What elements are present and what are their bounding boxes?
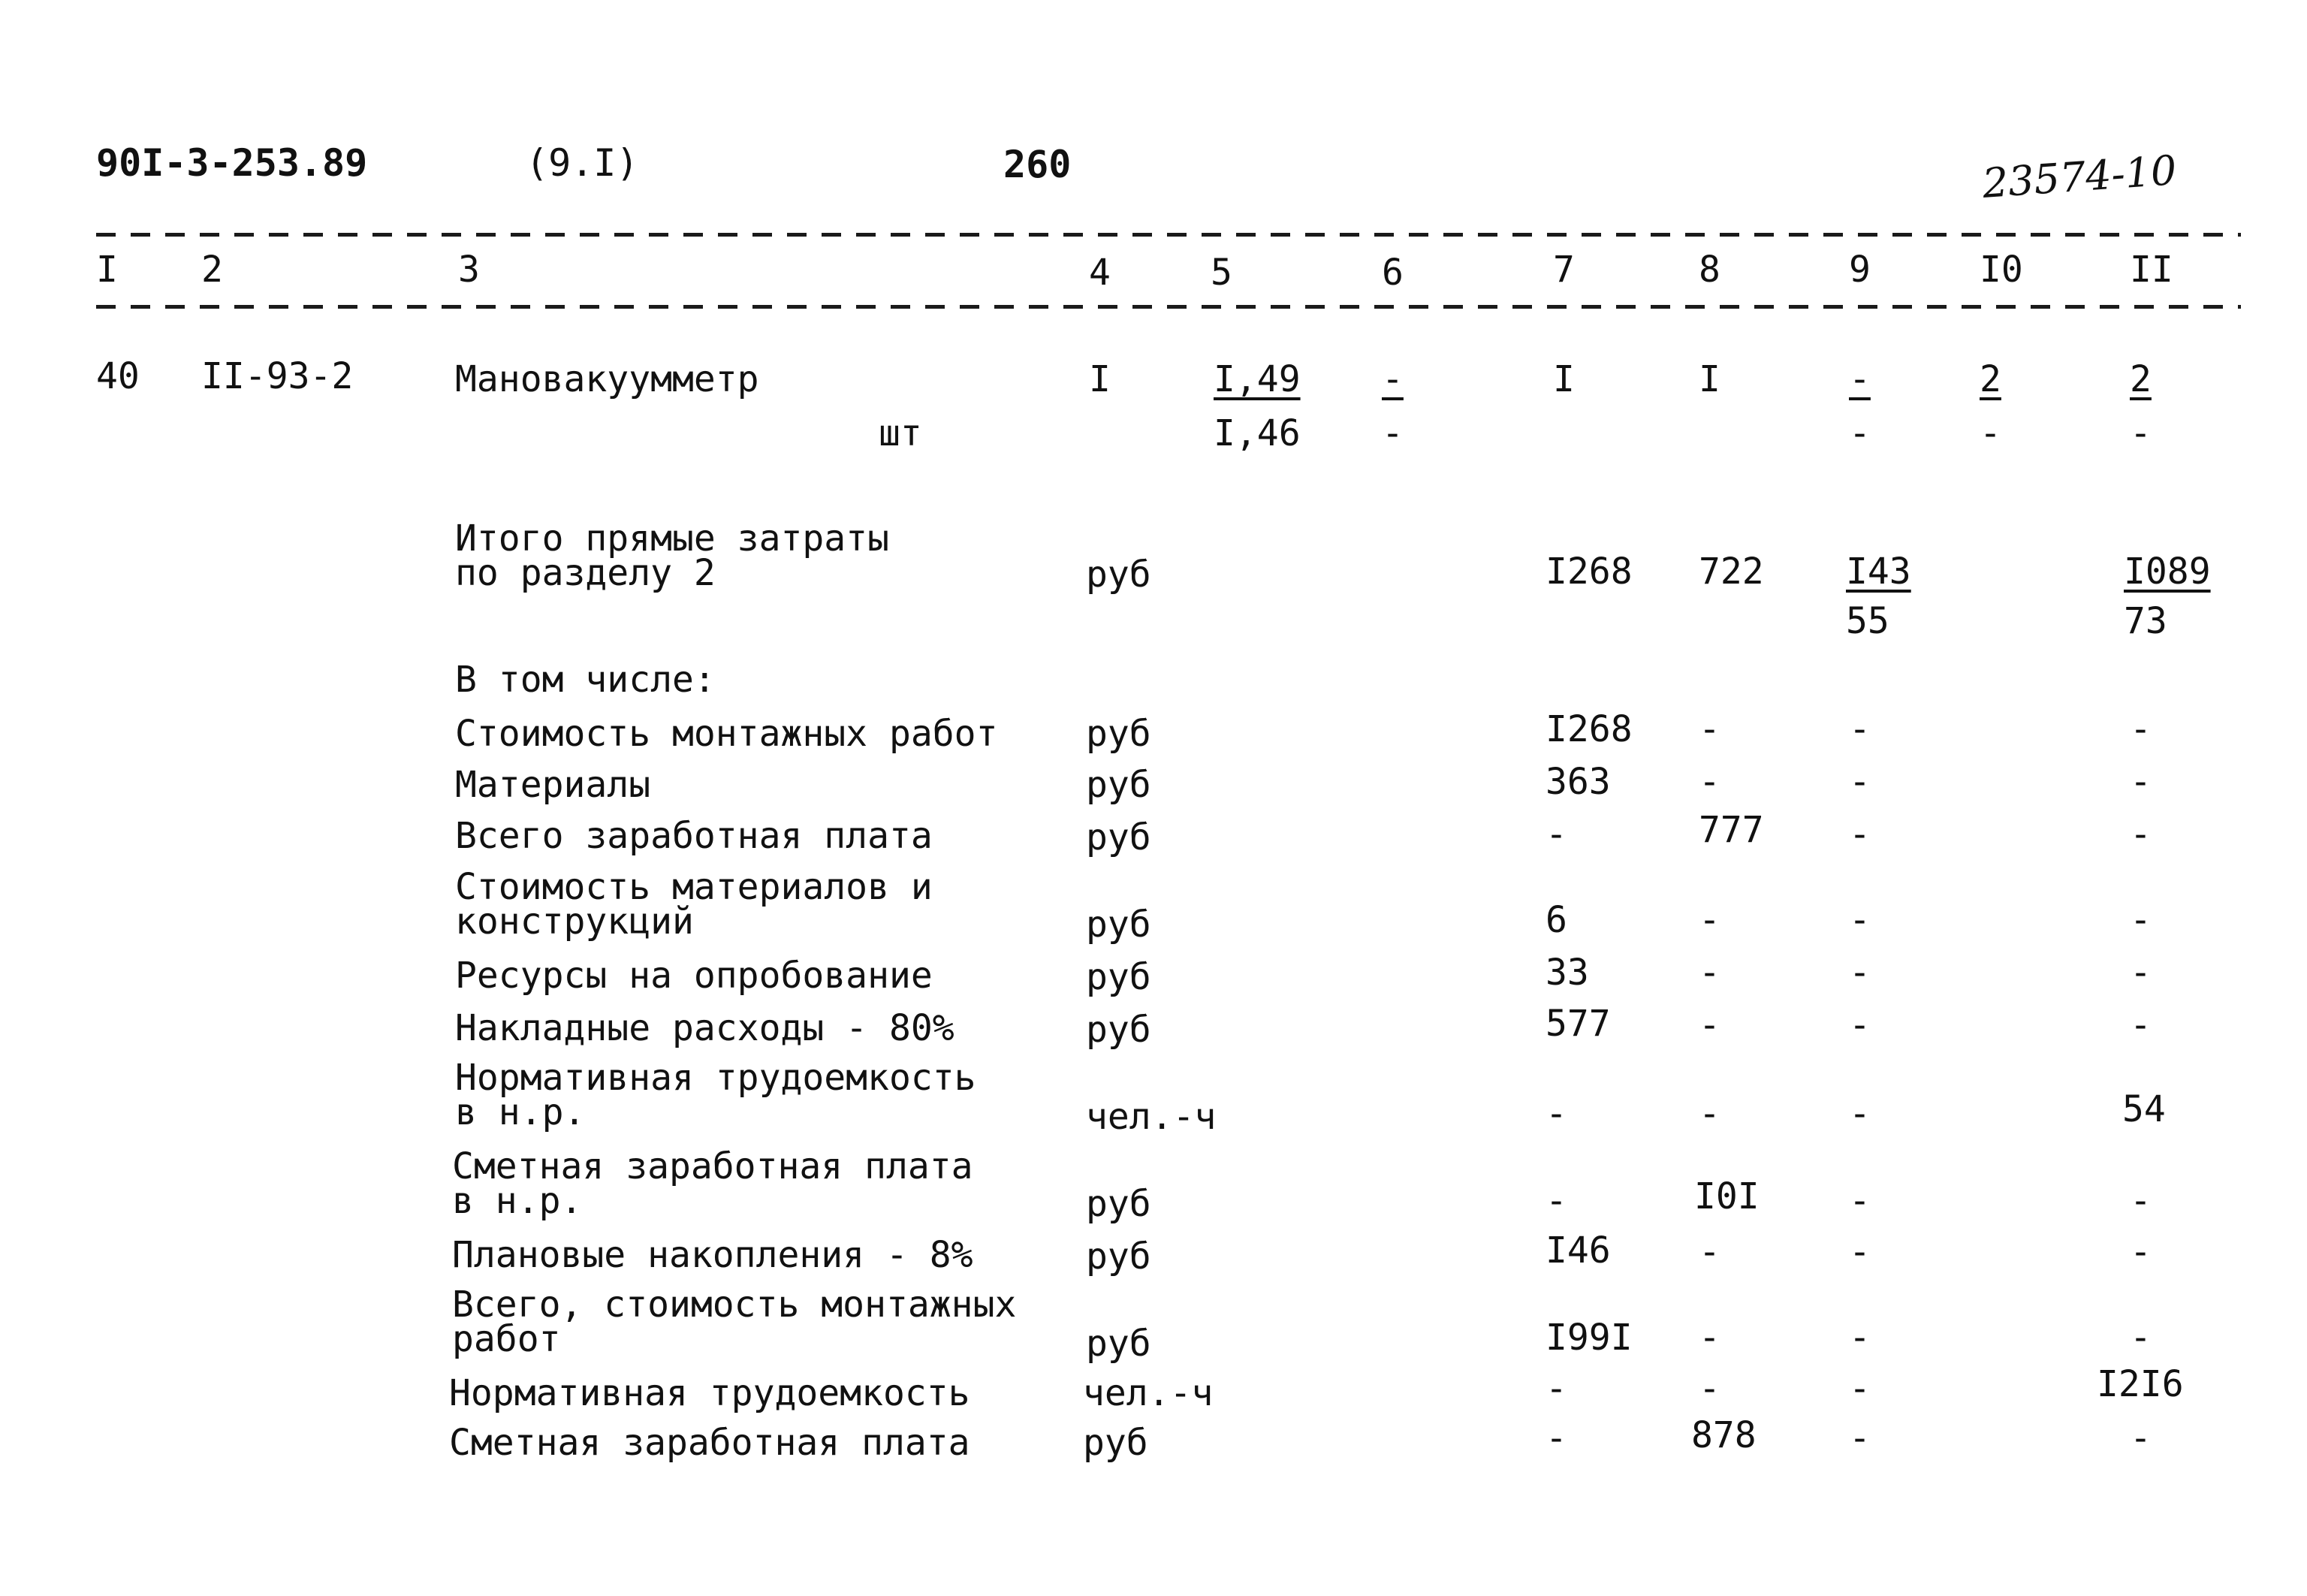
row-label: Материалы <box>455 764 651 806</box>
row-col9: - <box>1849 1093 1871 1135</box>
row-col8: 777 <box>1699 809 1764 851</box>
row-unit: руб <box>1083 1422 1148 1464</box>
item-col4: I <box>1089 358 1111 400</box>
row-unit: руб <box>1086 1323 1151 1365</box>
totals-col11-top: I089 <box>2124 551 2211 593</box>
row-col11: I2I6 <box>2097 1363 2184 1405</box>
col-header-2: 2 <box>201 249 223 291</box>
col-header-11: II <box>2130 249 2173 291</box>
item-col10-top: 2 <box>1980 358 2001 400</box>
row-label: Стоимость монтажных работ <box>455 713 998 755</box>
including-label: В том числе: <box>455 659 716 701</box>
row-col11: - <box>2130 1004 2152 1046</box>
row-unit: руб <box>1086 713 1151 755</box>
row-col9: - <box>1849 813 1871 855</box>
row-label: Ресурсы на опробование <box>455 955 933 997</box>
row-label-line2: в н.р. <box>452 1180 583 1222</box>
row-unit: руб <box>1086 816 1151 858</box>
row-col7: 33 <box>1546 952 1589 994</box>
row-label: Сметная заработная плата <box>452 1145 973 1187</box>
item-col10-bottom: - <box>1980 412 2001 454</box>
col-header-1: I <box>96 249 118 291</box>
row-unit: руб <box>1086 1235 1151 1278</box>
row-label-line2: конструкций <box>455 901 694 943</box>
item-col5-bottom: I,46 <box>1214 412 1301 454</box>
col-header-6: 6 <box>1382 252 1404 294</box>
row-label: Всего заработная плата <box>455 815 933 857</box>
col-header-10: I0 <box>1980 249 2023 291</box>
row-label: Всего, стоимость монтажных <box>452 1284 1017 1326</box>
row-col7: - <box>1546 1093 1567 1135</box>
col-header-3: 3 <box>458 249 480 291</box>
item-col11-top: 2 <box>2130 358 2152 400</box>
row-unit: чел.-ч <box>1086 1096 1217 1138</box>
row-col11: - <box>2130 813 2152 855</box>
item-col6-top: - <box>1382 358 1404 400</box>
row-col9: - <box>1849 899 1871 941</box>
item-number: 40 <box>96 355 140 397</box>
row-col8: - <box>1699 1093 1720 1135</box>
row-col7: - <box>1546 813 1567 855</box>
row-col8: I0I <box>1694 1175 1760 1217</box>
header-rule-top <box>96 233 2241 237</box>
row-col7: I268 <box>1546 708 1633 750</box>
row-label: Плановые накопления - 8% <box>452 1234 973 1276</box>
row-col11: 54 <box>2122 1088 2166 1130</box>
row-col8: - <box>1699 952 1720 994</box>
totals-col9-bottom: 55 <box>1846 600 1889 642</box>
item-col11-bottom: - <box>2130 412 2152 454</box>
row-label: Накладные расходы - 80% <box>455 1007 954 1049</box>
row-col9: - <box>1849 1368 1871 1410</box>
item-name: Мановакуумметр <box>455 358 759 400</box>
row-unit: руб <box>1086 1183 1151 1225</box>
row-col8: - <box>1699 1368 1720 1410</box>
row-col7: 363 <box>1546 761 1611 803</box>
row-col7: I99I <box>1546 1317 1633 1359</box>
row-col11: - <box>2130 1231 2152 1273</box>
section-number: (9.I) <box>526 141 639 185</box>
page-number: 260 <box>1003 143 1072 186</box>
row-col8: - <box>1699 1004 1720 1046</box>
handwritten-code: 23574-10 <box>1980 146 2179 207</box>
row-label: Нормативная трудоемкость <box>455 1057 976 1099</box>
totals-unit: руб <box>1086 554 1151 596</box>
row-unit: чел.-ч <box>1083 1372 1214 1414</box>
row-col8: - <box>1699 1231 1720 1273</box>
row-col8: - <box>1699 761 1720 803</box>
row-col11: - <box>2130 899 2152 941</box>
row-col7: - <box>1546 1417 1567 1459</box>
row-col8: 878 <box>1691 1414 1757 1456</box>
row-col11: - <box>2130 1317 2152 1359</box>
row-col9: - <box>1849 761 1871 803</box>
item-col7: I <box>1553 358 1575 400</box>
totals-col8: 722 <box>1699 551 1764 593</box>
col-header-5: 5 <box>1211 252 1232 294</box>
row-col9: - <box>1849 1417 1871 1459</box>
row-col8: - <box>1699 1317 1720 1359</box>
item-code: II-93-2 <box>201 355 354 397</box>
totals-col7: I268 <box>1546 551 1633 593</box>
row-label-line2: работ <box>452 1318 561 1360</box>
item-col5-top: I,49 <box>1214 358 1301 400</box>
row-col11: - <box>2130 952 2152 994</box>
totals-label-line1: Итого прямые затраты <box>455 517 889 560</box>
col-header-9: 9 <box>1849 249 1871 291</box>
row-col9: - <box>1849 952 1871 994</box>
row-unit: руб <box>1086 956 1151 998</box>
col-header-4: 4 <box>1089 252 1111 294</box>
row-col9: - <box>1849 1231 1871 1273</box>
row-col11: - <box>2130 1417 2152 1459</box>
totals-label-line2: по разделу 2 <box>455 552 716 594</box>
row-col11: - <box>2130 1180 2152 1222</box>
row-col8: - <box>1699 708 1720 750</box>
row-col8: - <box>1699 899 1720 941</box>
row-col7: 6 <box>1546 899 1567 941</box>
row-col9: - <box>1849 1004 1871 1046</box>
row-col7: - <box>1546 1368 1567 1410</box>
row-unit: руб <box>1086 904 1151 946</box>
row-unit: руб <box>1086 764 1151 806</box>
item-col6-bottom: - <box>1382 412 1404 454</box>
item-col9-bottom: - <box>1849 412 1871 454</box>
header-rule-bottom <box>96 305 2241 309</box>
totals-col9-top: I43 <box>1846 551 1911 593</box>
col-header-8: 8 <box>1699 249 1720 291</box>
row-col7: 577 <box>1546 1003 1611 1045</box>
row-col9: - <box>1849 1317 1871 1359</box>
col-header-7: 7 <box>1553 249 1575 291</box>
row-label: Стоимость материалов и <box>455 866 933 908</box>
item-unit: шт <box>879 412 922 454</box>
item-col9-top: - <box>1849 358 1871 400</box>
row-col7: - <box>1546 1180 1567 1222</box>
row-col11: - <box>2130 761 2152 803</box>
row-label-line2: в н.р. <box>455 1091 586 1133</box>
document-code: 90I-3-253.89 <box>96 141 368 185</box>
row-col11: - <box>2130 708 2152 750</box>
row-label: Сметная заработная плата <box>449 1422 970 1464</box>
item-col8: I <box>1699 358 1720 400</box>
row-col9: - <box>1849 708 1871 750</box>
row-col9: - <box>1849 1180 1871 1222</box>
totals-col11-bottom: 73 <box>2124 600 2167 642</box>
row-unit: руб <box>1086 1009 1151 1051</box>
row-label: Нормативная трудоемкость <box>449 1372 970 1414</box>
row-col7: I46 <box>1546 1229 1611 1272</box>
